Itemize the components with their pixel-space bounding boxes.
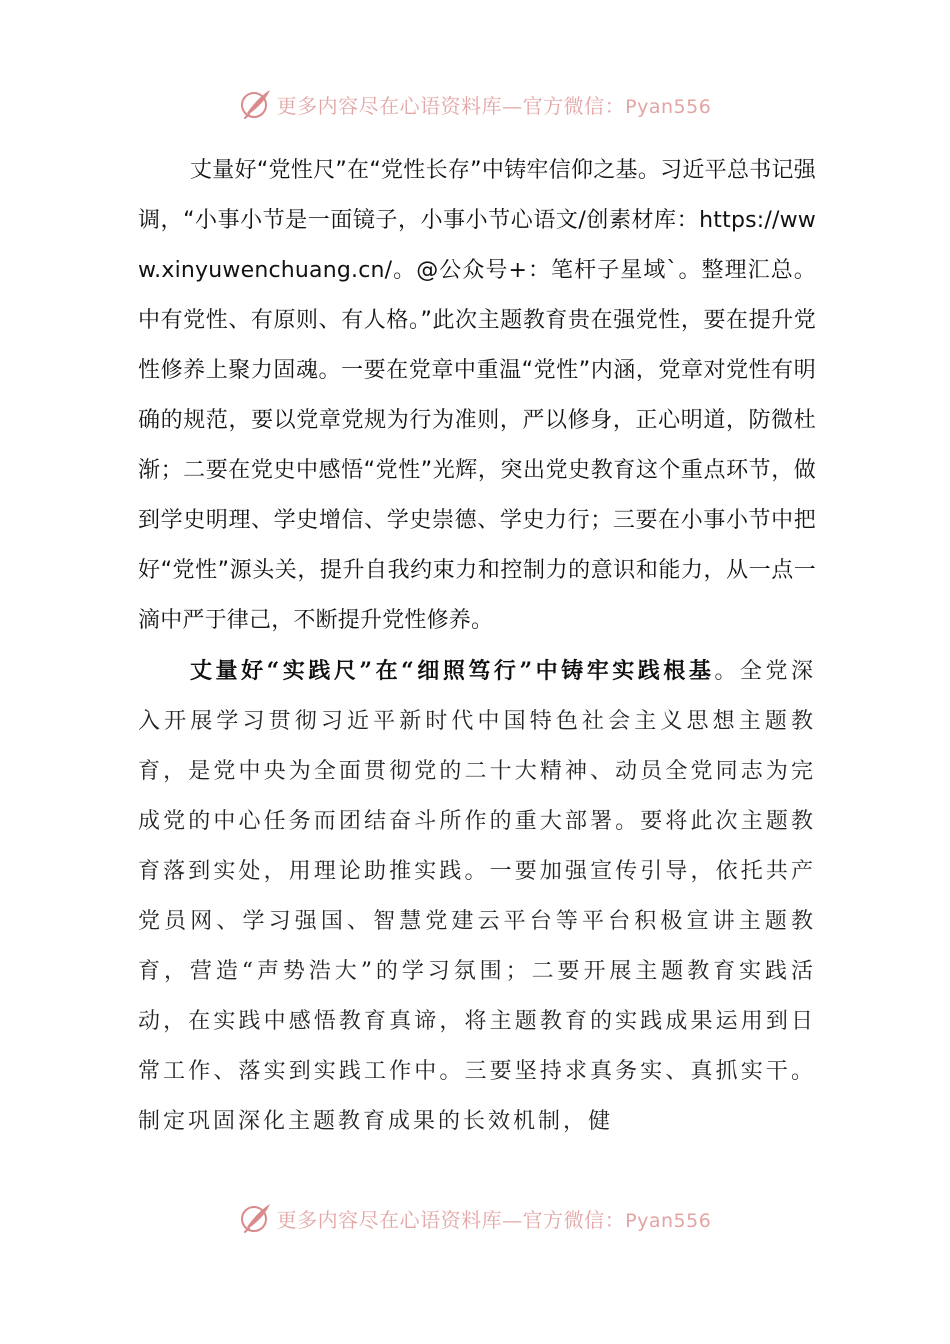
footer-banner-wechat-id: Pyan556 xyxy=(625,1209,712,1232)
paragraph-2-lead: 丈量好“实践尺”在“细照笃行”中铸牢实践根基 xyxy=(190,658,715,684)
footer-banner-text xyxy=(277,1204,712,1233)
quill-pen-logo-icon xyxy=(239,87,273,121)
footer-banner xyxy=(0,1198,950,1238)
document-body xyxy=(138,146,816,1147)
header-banner xyxy=(0,84,950,124)
paragraph-practice xyxy=(138,646,816,1147)
header-banner-wechat-id: Pyan556 xyxy=(625,95,712,118)
paragraph-1-body: 丈量好“党性尺”在“党性长存”中铸牢信仰之基。习近平总书记强调，“小事小节是一面镜子，小事小节心语文/创素材库：https://www.xinyuwenchuang.cn/。@公众号+：笔杆子星域`。整理汇总。中有党性、有原则、有人格。”此次主题教育贵在强党性，要在提升党性修养上聚力固魂。一要在党章中重温“党性”内涵，党章对党性有明确的规范，要以党章党规为行为准则，严以修身，正心明道，防微杜渐；二要在党史中感悟“党性”光辉，突出党史教育这个重点环节，做到学史明理、学史增信、学史崇德、学史力行；三要在小事小节中把好“党性”源头关，提升自我约束力和控制力的意识和能力，从一点一滴中严于律己，不断提升党性修养。 xyxy=(138,158,816,633)
footer-banner-main: 更多内容尽在心语资料库—官方微信： xyxy=(276,1207,626,1232)
header-banner-main: 更多内容尽在心语资料库—官方微信： xyxy=(276,93,626,118)
quill-pen-logo-icon xyxy=(239,1201,273,1235)
paragraph-2-body: 。全党深入开展学习贯彻习近平新时代中国特色社会主义思想主题教育，是党中央为全面贯彻党的二十大精神、动员全党同志为完成党的中心任务而团结奋斗所作的重大部署。要将此次主题教育落到实处，用理论助推实践。一要加强宣传引导，依托共产党员网、学习强国、智慧党建云平台等平台积极宣讲主题教育，营造“声势浩大”的学习氛围；二要开展主题教育实践活动，在实践中感悟教育真谛，将主题教育的实践成果运用到日常工作、落实到实践工作中。三要坚持求真务实、真抓实干。制定巩固深化主题教育成果的长效机制，健 xyxy=(138,659,816,1134)
paragraph-party-spirit xyxy=(138,146,816,646)
header-banner-text xyxy=(277,90,712,119)
